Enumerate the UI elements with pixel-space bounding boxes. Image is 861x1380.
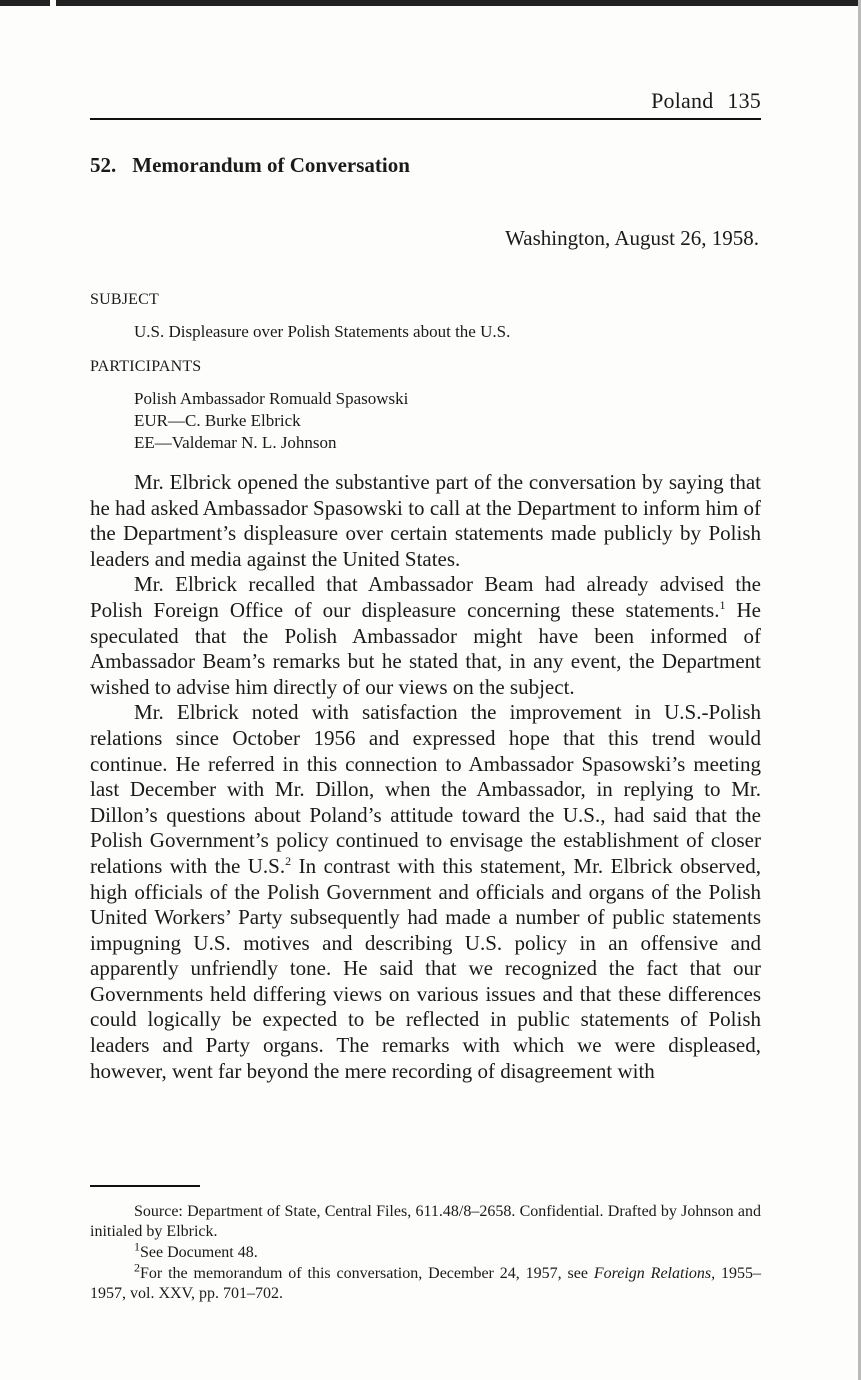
paragraph-3-text-a: Mr. Elbrick noted with satisfaction the improvement in U.S.-Polish relations since October 1956 and expressed hope that this trend would continue. He referred in this connection to Ambassador Spasowski’s meeting last December with Mr. Dillon, when the Ambassador, in replying to Mr. Dillon’s questions about Poland’s attitude toward the U.S., had said that the Polish Government’s policy continued to envisage the establishment of closer relations with the U.S. (90, 700, 761, 878)
running-head (651, 88, 761, 114)
document-title: Memorandum of Conversation (132, 153, 410, 177)
page-top-edge-gap (50, 0, 56, 6)
footnote-2 (90, 1260, 762, 1304)
page-number: 135 (727, 88, 761, 113)
footnote-2-text-b: 1955–1957, vol. XXV, pp. 701–702. (90, 1265, 762, 1302)
paragraph-2-text-b: He speculated that the Polish Ambassador might have been informed of Ambassador Beam’s remarks but he stated that, in any event, the Department wished to advise him directly of our views on the subject. (90, 597, 761, 699)
paragraph-2-text-a: Mr. Elbrick recalled that Ambassador Beam had already advised the Polish Foreign Office of our displeasure concerning these statements. (90, 572, 761, 622)
footnote-2-text-a: For the memorandum of this conversation, December 24, 1957, see (140, 1265, 594, 1282)
paragraph-3 (90, 700, 761, 1084)
subject-text: U.S. Displeasure over Polish Statements about the U.S. (134, 322, 511, 341)
footnote-ref-1[interactable]: 1 (719, 597, 726, 612)
document-heading (90, 153, 410, 178)
dateline: Washington, August 26, 1958. (505, 226, 759, 250)
document-number: 52. (90, 153, 117, 177)
participant-item: Polish Ambassador Romuald Spasowski (134, 389, 409, 408)
footnote-mark-2: 2 (134, 1260, 140, 1275)
footnote-rule (90, 1185, 200, 1187)
header-rule (90, 118, 761, 120)
paragraph-1: Mr. Elbrick opened the substantive part of the conversation by saying that he had asked Ambassador Spasowski to call at the Department to inform him of the Department’s displeasure over certain statements made publicly by Polish leaders and media against the United States. (90, 470, 761, 571)
footnote-mark-1: 1 (134, 1239, 140, 1254)
participant-item: EUR—C. Burke Elbrick (134, 411, 301, 430)
paragraph-3-text-b: In contrast with this statement, Mr. Elbrick observed, high officials of the Polish Government and officials and organs of the Polish United Workers’ Party subsequently had made a number of public statements impugning U.S. motives and describing U.S. policy in an offensive and apparently unfriendly tone. He said that we recognized the fact that our Governments held differing views on various issues and that these differences could logically be expected to be reflected in public statements of Polish leaders and Party organs. The remarks with which we were displeased, however, went far beyond the mere recording of disagreement with (90, 853, 761, 1083)
page-top-edge (0, 0, 861, 6)
footnote-1 (90, 1239, 761, 1263)
running-head-section: Poland (651, 88, 714, 113)
footnote-ref-2[interactable]: 2 (285, 853, 292, 868)
paragraph-2 (90, 572, 761, 700)
body-text (90, 470, 761, 1084)
footnote-2-italic-title: Foreign Relations, (593, 1265, 716, 1282)
participants-label: PARTICIPANTS (90, 358, 202, 375)
footnotes (90, 1202, 761, 1304)
subject-label: SUBJECT (90, 291, 159, 308)
footnote-1-text: See Document 48. (140, 1244, 258, 1261)
source-note: Source: Department of State, Central Files, 611.48/8–2658. Confidential. Drafted by Johnson and initialed by Elbrick. (90, 1203, 761, 1240)
participant-item: EE—Valdemar N. L. Johnson (134, 433, 337, 452)
